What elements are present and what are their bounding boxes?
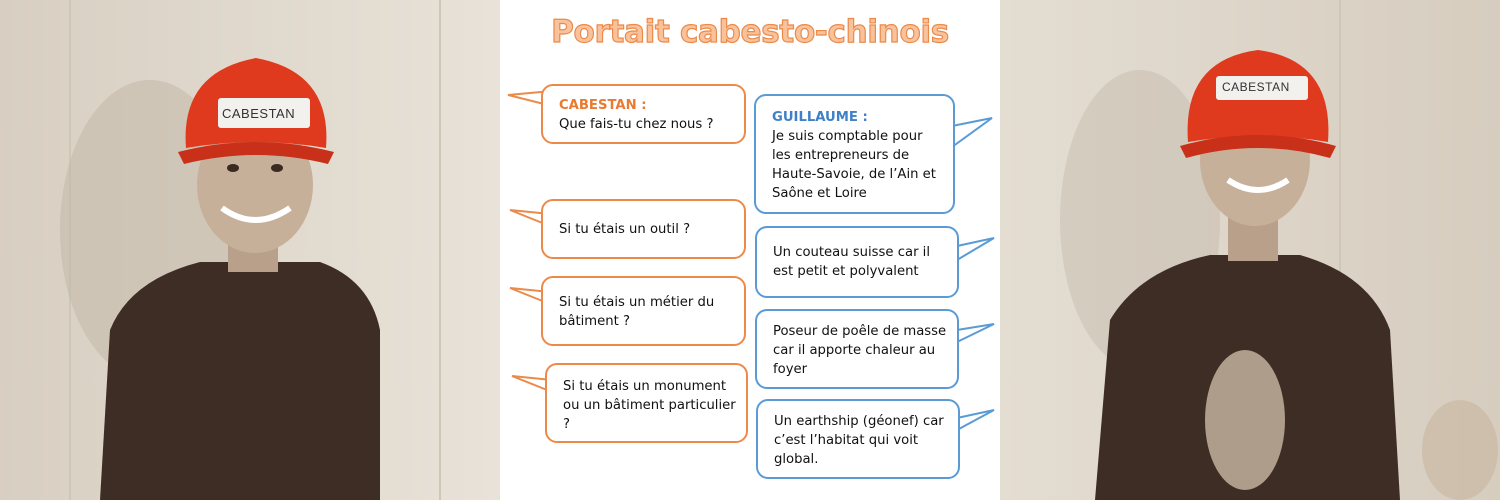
question-text: Si tu étais un métier du bâtiment ?	[559, 295, 715, 329]
helmet-logo-right: CABESTAN	[1222, 80, 1290, 94]
helmet-logo-left: CABESTAN	[222, 106, 296, 121]
question-text: Si tu étais un monument ou un bâtiment particulier ?	[563, 379, 736, 432]
answer-bubble-3	[755, 309, 959, 389]
question-bubble-3	[541, 276, 746, 346]
answer-bubble-2	[755, 226, 959, 298]
answer-text: Un earthship (géonef) car c’est l’habitat qui voit global.	[774, 414, 944, 467]
question-text: Que fais-tu chez nous ?	[559, 117, 714, 132]
question-bubble-1	[541, 84, 746, 144]
speaker-cabestan: CABESTAN :	[559, 98, 647, 113]
speaker-guillaume: GUILLAUME :	[772, 110, 868, 125]
answer-bubble-4	[756, 399, 960, 479]
page-title: Portait cabesto-chinois	[551, 14, 949, 50]
question-bubble-4	[545, 363, 748, 443]
question-text: Si tu étais un outil ?	[559, 222, 691, 237]
interview-panel	[500, 0, 1000, 500]
answer-text: Poseur de poêle de masse car il apporte chaleur au foyer	[773, 324, 947, 377]
question-bubble-2	[541, 199, 746, 259]
answer-text: Je suis comptable pour les entrepreneurs de Haute-Savoie, de l’Ain et Saône et Loire	[772, 129, 936, 201]
hard-hat-right	[1180, 46, 1336, 162]
answer-text: Un couteau suisse car il est petit et polyvalent	[773, 245, 931, 279]
answer-bubble-1	[754, 94, 955, 214]
hard-hat-left	[178, 52, 334, 168]
